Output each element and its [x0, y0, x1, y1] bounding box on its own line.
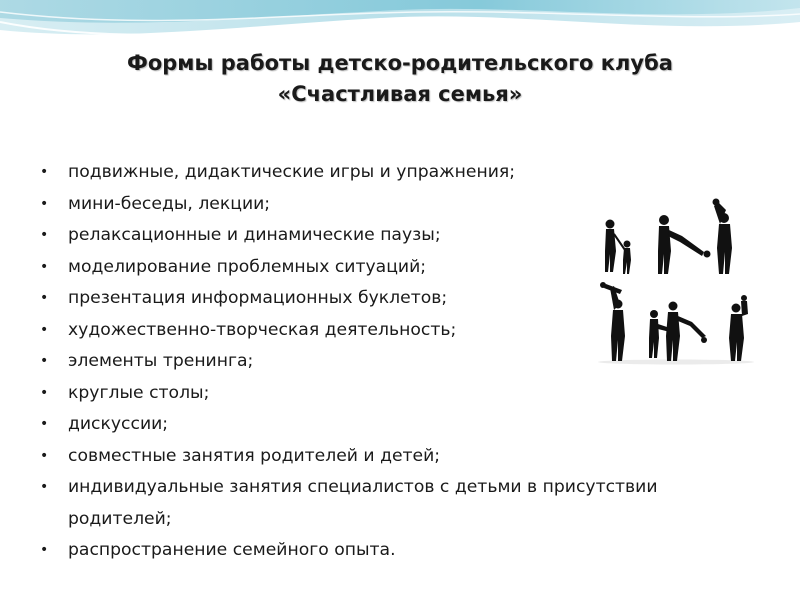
list-item: • распространение семейного опыта. — [38, 535, 758, 567]
bullet-icon: • — [40, 227, 49, 243]
list-item: • релаксационные и динамические паузы; — [38, 220, 758, 252]
bullet-icon: • — [40, 384, 49, 401]
bullet-icon: • — [40, 416, 49, 432]
slide-title — [40, 48, 760, 110]
list-item: • дискуссии; — [38, 409, 758, 441]
bullet-icon: • — [40, 447, 49, 464]
title-line-2: «Счастливая семья» — [277, 82, 523, 106]
bullet-icon: • — [40, 258, 49, 275]
list-item: • презентация информационных буклетов; — [38, 283, 758, 315]
bullet-icon: • — [40, 195, 49, 212]
list-item: • элементы тренинга; — [38, 346, 758, 378]
list-item: • художественно-творческая деятельность; — [38, 315, 758, 347]
bullet-icon: • — [40, 542, 49, 558]
list-item: • индивидуальные занятия специалистов с детьми в присутствии родителей; — [38, 472, 758, 535]
list-item: • подвижные, дидактические игры и упражнения; — [38, 157, 758, 189]
list-item: • моделирование проблемных ситуаций; — [38, 252, 758, 284]
bullet-icon: • — [40, 479, 49, 495]
list-item: • мини-беседы, лекции; — [38, 189, 758, 221]
list-item: • совместные занятия родителей и детей; — [38, 441, 758, 473]
title-line-1: Формы работы детско-родительского клуба — [127, 51, 673, 75]
family-silhouettes-image — [596, 196, 756, 366]
list-item: • круглые столы; — [38, 378, 758, 410]
bullet-icon: • — [40, 164, 49, 180]
bullet-icon: • — [40, 321, 49, 338]
bullet-icon: • — [40, 353, 49, 369]
bullet-icon: • — [40, 290, 49, 306]
